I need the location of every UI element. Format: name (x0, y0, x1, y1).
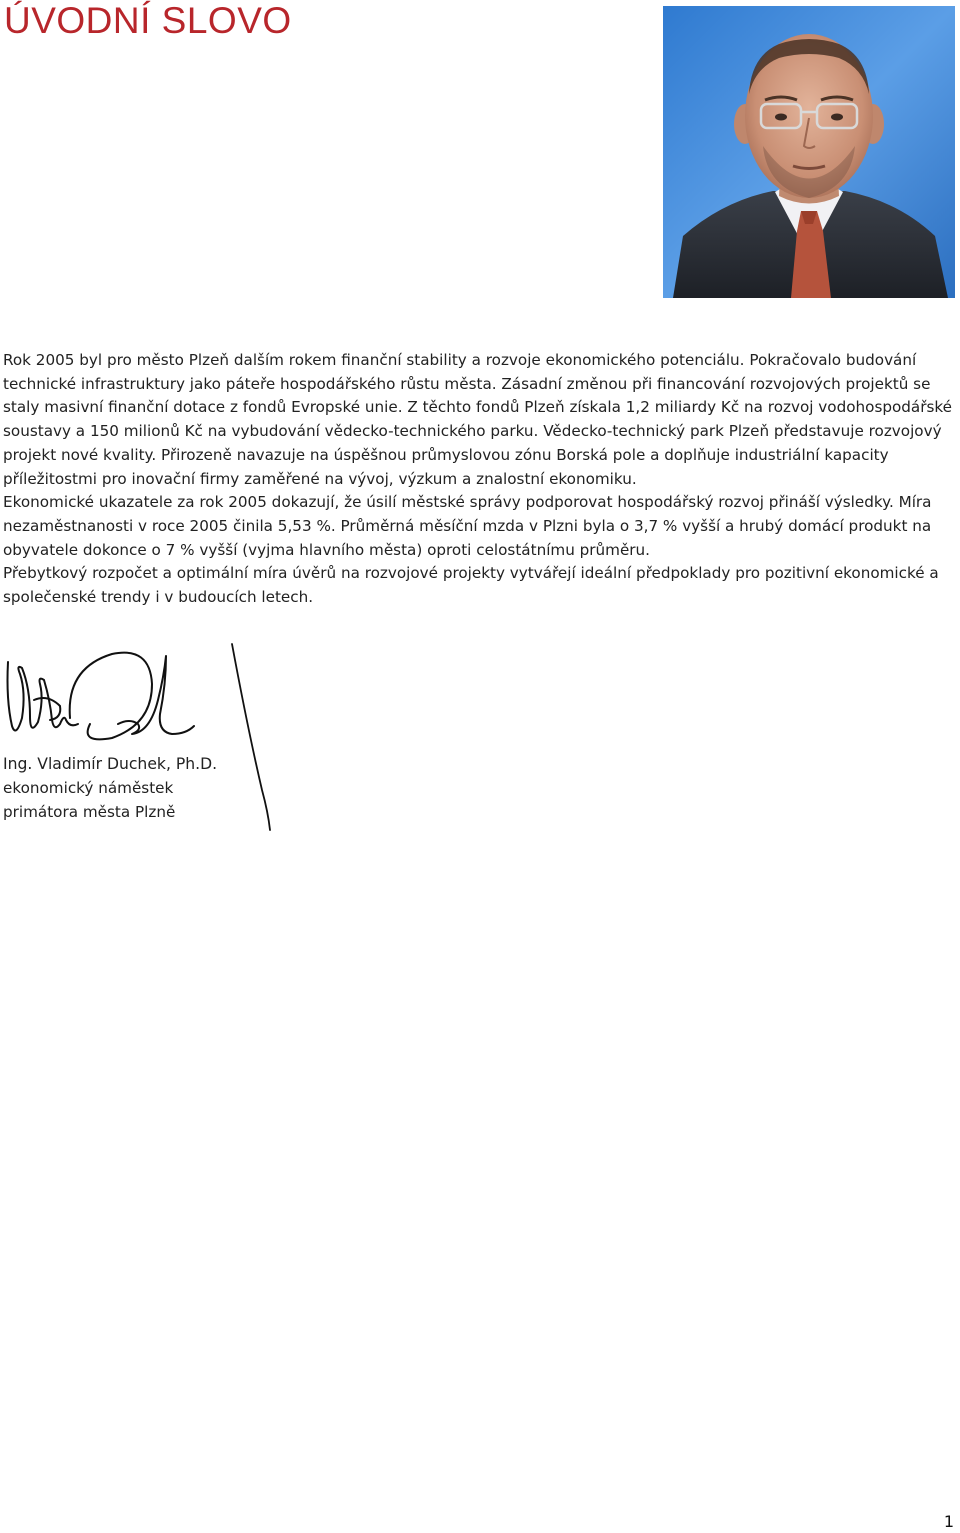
author-office: primátora města Plzně (3, 803, 176, 821)
author-portrait (663, 6, 955, 298)
author-block (3, 752, 217, 824)
paragraph-indicators: Ekonomické ukazatele za rok 2005 dokazují, že úsilí městské správy podporovat hospodářský rozvoj přináší výsledky. Míra nezaměstnanosti v roce 2005 činila 5,53 %. Průměrná měsíční mzda v Plzni byla o 3,7 % vyšší a hrubý domácí produkt na obyvatele dokonce o 7 % vyšší (vyjma hlavního města) oproti celostátnímu průměru. (3, 493, 932, 559)
author-name: Ing. Vladimír Duchek, Ph.D. (3, 755, 218, 773)
paragraph-economy: Rok 2005 byl pro město Plzeň dalším rokem finanční stability a rozvoje ekonomického potenciálu. Pokračovalo budování technické infrastruktury jako páteře hospodářského růstu města. Zásadní změnou při financování rozvojových projektů se staly masivní finanční dotace z fondů Evropské unie. Z těchto fondů Plzeň získala 1,2 miliardy Kč na rozvoj vodohospodářské soustavy a 150 milionů Kč na vybudování vědecko-technického parku. Vědecko-technický park Plzeň představuje rozvojový projekt nové kvality. Přirozeně navazuje na úspěšnou průmyslovou zónu Borská pole a doplňuje industriální kapacity příležitostmi pro inovační firmy zaměřené na vývoj, výzkum a znalostní ekonomiku. (3, 351, 952, 488)
author-role: ekonomický náměstek (3, 779, 174, 797)
page-number: 1 (943, 1512, 954, 1531)
intro-text (3, 349, 958, 610)
paragraph-budget: Přebytkový rozpočet a optimální míra úvěrů na rozvojové projekty vytvářejí ideální předpoklady pro pozitivní ekonomické a společenské trendy i v budoucích letech. (3, 564, 939, 607)
page-title: ÚVODNÍ SLOVO (4, 0, 292, 41)
